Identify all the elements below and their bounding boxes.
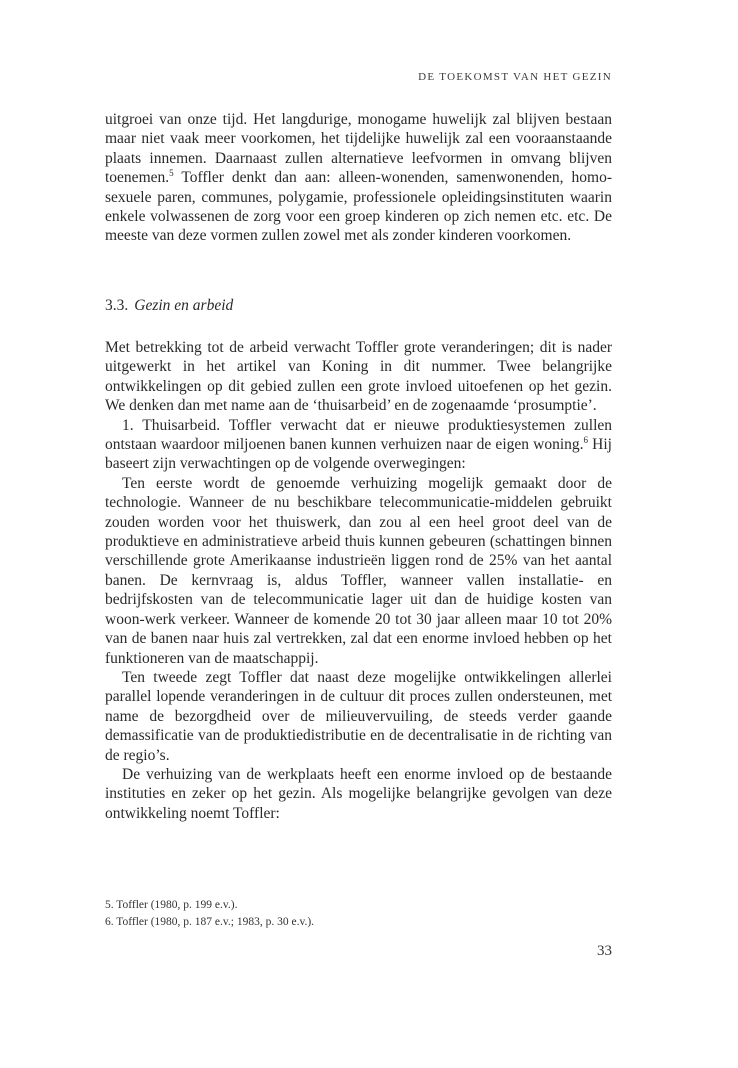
paragraph-3-text-cont: Hij baseert zijn verwachtingen op de volgende overwegingen: bbox=[105, 436, 612, 473]
paragraph-1 bbox=[105, 110, 612, 246]
footnote-5: 5. Toffler (1980, p. 199 e.v.). bbox=[105, 899, 238, 911]
paragraph-5: Ten tweede zegt Toffler dat naast deze mogelijke ontwikkelingen allerlei parallel lopende veranderingen in de cultuur dit proces zullen ondersteunen, met name de bezorgdheid over de milieuvervuiling, de steeds verder gaande demassificatie van de produktiedistributie en de decentralisatie in de richting van de regio’s. bbox=[105, 668, 612, 764]
paragraph-3-text: 1. Thuisarbeid. Toffler verwacht dat er nieuwe produktiesystemen zullen ontstaan waardoor miljoenen banen kunnen verhuizen naar de eigen woning. bbox=[105, 416, 612, 454]
footnotes bbox=[105, 897, 612, 931]
body-text-main bbox=[105, 338, 612, 823]
paragraph-6: De verhuizing van de werkplaats heeft een enorme invloed op de bestaande instituties en zeker op het gezin. Als mogelijke belangrijke gevolgen van deze ontwikkeling noemt Toffler: bbox=[105, 765, 612, 822]
paragraph-1-text: uitgroei van onze tijd. Het langdurige, monogame huwelijk zal blijven bestaan maar niet vaak meer voorkomen, het tijdelijke huwelijk zal een vooraanstaande plaats innemen. Daarnaast zullen alternatieve leefvormen in omvang blijven toenemen. bbox=[105, 111, 612, 187]
paragraph-2: Met betrekking tot de arbeid verwacht Toffler grote veranderingen; dit is nader uitgewerkt in het artikel van Koning in dit nummer. Twee belangrijke ontwikkelingen op dit gebied zullen een grote invloed uitoefenen op het gezin. We denken dan met name aan de ‘thuisarbeid’ en de zogenaamde ‘prosumptie’. bbox=[105, 339, 612, 415]
paragraph-4: Ten eerste wordt de genoemde verhuizing mogelijk gemaakt door de technologie. Wanneer de nu beschikbare telecommunicatie-middelen gebruikt zouden worden voor het thuiswerk, dan zou al een heel groot deel van de produktieve en administratieve arbeid thuis kunnen gebeuren (schattingen binnen verschillende grote Amerikaanse industrieën liggen rond de 25% van het aantal banen. De kernvraag is, aldus Toffler, wanneer vallen installatie- en bedrijfskosten van de telecommunicatie lager uit dan de huidige kosten van woon-werk verkeer. Wanneer de komende 20 tot 30 jaar alleen maar 10 tot 20% van de banen naar huis zal vertrekken, zal dat een enorme invloed hebben op het funktioneren van de maatschappij. bbox=[105, 474, 612, 667]
section-number: 3.3. bbox=[105, 297, 129, 314]
running-head: DE TOEKOMST VAN HET GEZIN bbox=[418, 71, 612, 83]
body-text-top bbox=[105, 110, 612, 246]
paragraph-1-text-cont: Toffler denkt dan aan: alleen-wonenden, samenwonenden, homo-sexuele paren, communes, polygamie, professionele opleidingsinstituten waarin enkele volwassenen de zorg voor een groep kinderen op zich nemen etc. etc. De meeste van deze vormen zullen zowel met als zonder kinderen voorkomen. bbox=[105, 169, 612, 245]
footnote-6: 6. Toffler (1980, p. 187 e.v.; 1983, p. 30 e.v.). bbox=[105, 916, 315, 928]
paragraph-3 bbox=[105, 416, 612, 474]
section-title: Gezin en arbeid bbox=[134, 297, 234, 314]
footnote-ref-6: 6 bbox=[583, 435, 589, 446]
footnote-ref-5: 5 bbox=[169, 168, 174, 179]
page-number: 33 bbox=[597, 943, 612, 959]
section-heading bbox=[105, 297, 233, 315]
